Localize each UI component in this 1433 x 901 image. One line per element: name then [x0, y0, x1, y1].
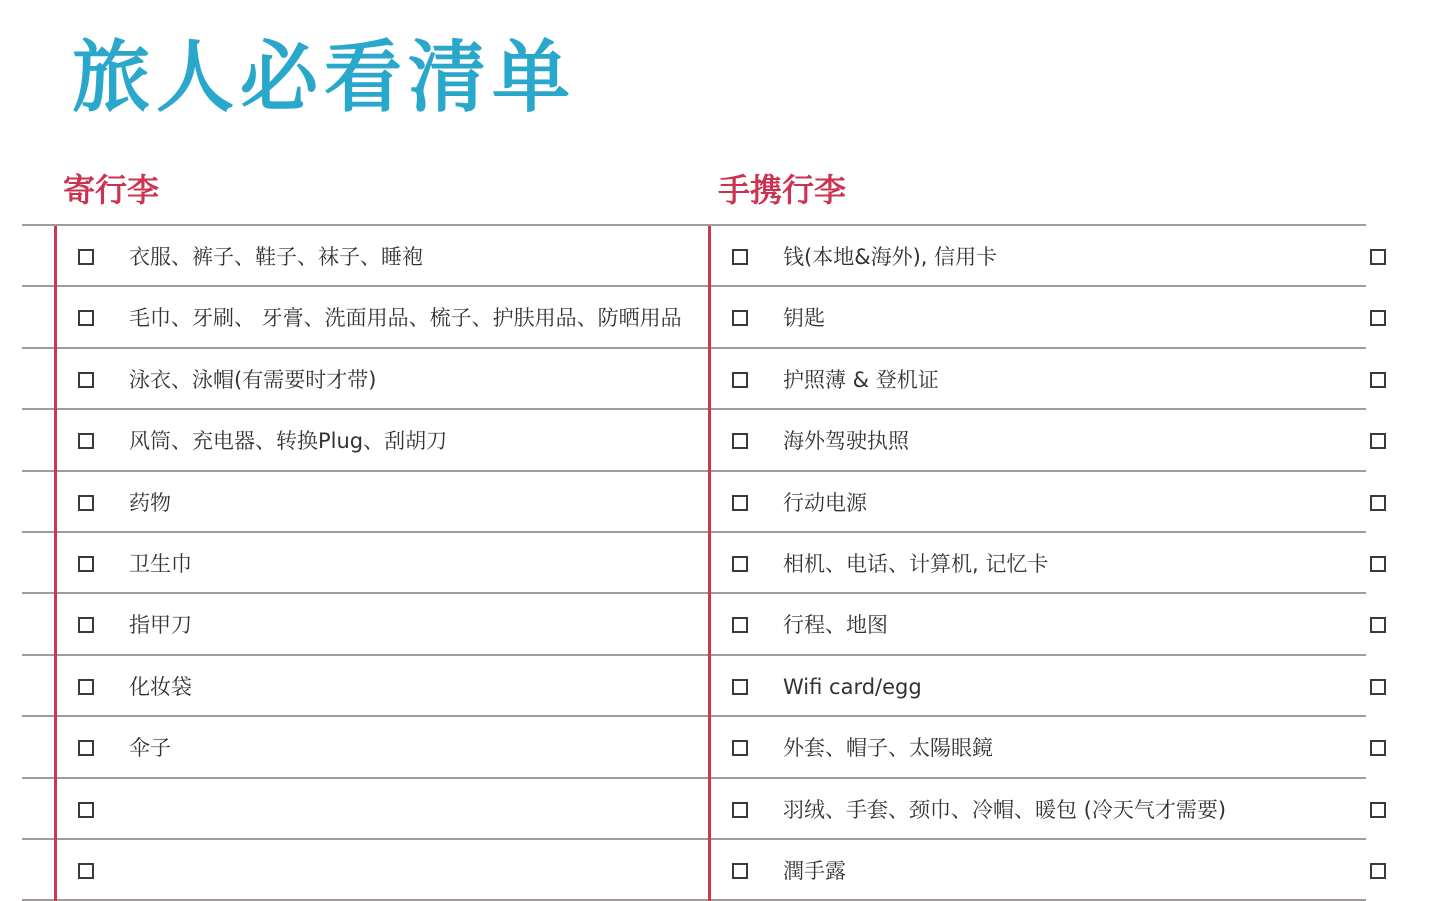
checklist-row [22, 287, 1366, 348]
carry-on-extra-checkbox[interactable] [1370, 740, 1386, 756]
checklist-row [22, 594, 1366, 655]
carry-on-item-label: 行程、地图 [783, 612, 888, 637]
carry-on-item-label: 钥匙 [783, 305, 825, 330]
carry-on-item-label: 钱(本地&海外), 信用卡 [783, 244, 998, 269]
checked-luggage-checkbox[interactable] [78, 249, 94, 265]
checked-luggage-checkbox[interactable] [78, 802, 94, 818]
carry-on-item-label: Wifi card/egg [783, 674, 922, 699]
checked-luggage-item-label: 风筒、充电器、转换Plug、刮胡刀 [129, 428, 448, 453]
carry-on-extra-checkbox[interactable] [1370, 679, 1386, 695]
carry-on-item-label: 海外驾驶执照 [783, 428, 909, 453]
carry-on-checkbox[interactable] [732, 617, 748, 633]
carry-on-item-label: 相机、电话、计算机, 记忆卡 [783, 551, 1049, 576]
carry-on-checkbox[interactable] [732, 310, 748, 326]
carry-on-checkbox[interactable] [732, 863, 748, 879]
checked-luggage-item-label: 药物 [129, 490, 171, 515]
checked-luggage-item-label: 泳衣、泳帽(有需要时才带) [129, 367, 377, 392]
carry-on-checkbox[interactable] [732, 433, 748, 449]
carry-on-checkbox[interactable] [732, 740, 748, 756]
checked-luggage-item-label [129, 779, 689, 840]
carry-on-checkbox[interactable] [732, 679, 748, 695]
carry-on-checkbox[interactable] [732, 556, 748, 572]
carry-on-item-label: 潤手露 [783, 858, 846, 883]
carry-on-extra-checkbox[interactable] [1370, 556, 1386, 572]
checked-luggage-checkbox[interactable] [78, 310, 94, 326]
checked-luggage-item-label: 指甲刀 [129, 612, 192, 637]
carry-on-checkbox[interactable] [732, 802, 748, 818]
section-heading-carry-on-luggage: 手携行李 [718, 171, 847, 209]
checked-luggage-checkbox[interactable] [78, 617, 94, 633]
carry-on-extra-checkbox[interactable] [1370, 310, 1386, 326]
checked-luggage-checkbox[interactable] [78, 556, 94, 572]
checklist-row [22, 717, 1366, 778]
carry-on-extra-checkbox[interactable] [1370, 433, 1386, 449]
checked-luggage-item-label: 毛巾、牙刷、 牙膏、洗面用品、梳子、护肤用品、防晒用品 [129, 305, 682, 330]
carry-on-item-label: 行动电源 [783, 490, 867, 515]
checked-luggage-item-label: 伞子 [129, 735, 171, 760]
carry-on-extra-checkbox[interactable] [1370, 495, 1386, 511]
checklist-table [22, 224, 1366, 901]
checked-luggage-checkbox[interactable] [78, 679, 94, 695]
checklist-row [22, 533, 1366, 594]
carry-on-item-label: 外套、帽子、太陽眼鏡 [783, 735, 993, 760]
carry-on-item-label: 羽绒、手套、颈巾、冷帽、暖包 (冷天气才需要) [783, 797, 1227, 822]
carry-on-checkbox[interactable] [732, 495, 748, 511]
checklist-row [22, 349, 1366, 410]
carry-on-extra-checkbox[interactable] [1370, 802, 1386, 818]
checklist-row [22, 656, 1366, 717]
section-heading-checked-luggage: 寄行李 [63, 171, 160, 209]
carry-on-extra-checkbox[interactable] [1370, 617, 1386, 633]
checklist-row [22, 472, 1366, 533]
checklist-row [22, 840, 1366, 901]
checked-luggage-item-label: 卫生巾 [129, 551, 192, 576]
carry-on-checkbox[interactable] [732, 249, 748, 265]
checklist-row [22, 226, 1366, 287]
page-title: 旅人必看清单 [72, 33, 577, 123]
checklist-row [22, 410, 1366, 471]
carry-on-item-label: 护照薄 & 登机证 [783, 367, 939, 392]
carry-on-checkbox[interactable] [732, 372, 748, 388]
carry-on-extra-checkbox[interactable] [1370, 372, 1386, 388]
checked-luggage-item-label: 衣服、裤子、鞋子、袜子、睡袍 [129, 244, 423, 269]
checked-luggage-item-label: 化妆袋 [129, 674, 192, 699]
checked-luggage-checkbox[interactable] [78, 433, 94, 449]
checked-luggage-checkbox[interactable] [78, 495, 94, 511]
checked-luggage-checkbox[interactable] [78, 863, 94, 879]
checked-luggage-checkbox[interactable] [78, 740, 94, 756]
carry-on-extra-checkbox[interactable] [1370, 863, 1386, 879]
checklist-row [22, 779, 1366, 840]
checked-luggage-checkbox[interactable] [78, 372, 94, 388]
carry-on-extra-checkbox[interactable] [1370, 249, 1386, 265]
checked-luggage-item-label [129, 840, 689, 901]
